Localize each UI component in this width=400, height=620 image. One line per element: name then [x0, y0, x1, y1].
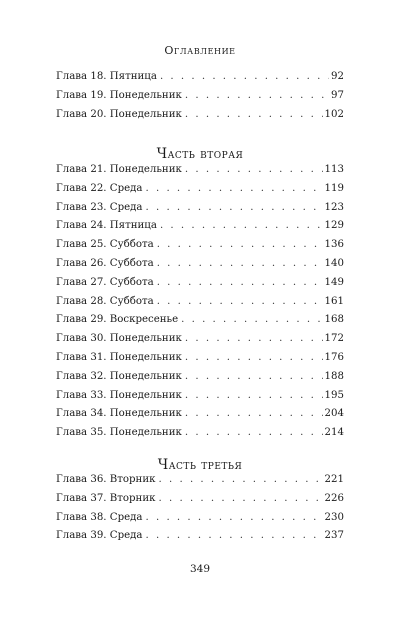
- toc-entry[interactable]: [56, 424, 344, 443]
- page-number: 349: [189, 563, 211, 575]
- dot-leader: [185, 405, 323, 424]
- dot-leader: [159, 490, 323, 509]
- entry-page: 129: [324, 220, 344, 232]
- entry-page: 168: [324, 314, 344, 326]
- entry-page: 214: [324, 427, 344, 439]
- entry-title: Глава 34. Понедельник: [56, 408, 182, 420]
- dot-leader: [185, 330, 323, 349]
- toc-entry[interactable]: [56, 293, 344, 312]
- dot-leader: [160, 217, 323, 236]
- dot-leader: [157, 293, 323, 312]
- entry-title: Глава 38. Среда: [56, 511, 143, 523]
- part-heading: Часть вторая: [156, 146, 244, 162]
- entry-page: 119: [324, 182, 344, 194]
- toc-entry[interactable]: [56, 471, 344, 490]
- entry-page: 226: [324, 492, 344, 504]
- dot-leader: [185, 424, 323, 443]
- running-head: Оглавление: [164, 44, 236, 57]
- entry-title: Глава 31. Понедельник: [56, 351, 182, 363]
- dot-leader: [145, 180, 322, 199]
- dot-leader: [160, 68, 329, 87]
- dot-leader: [185, 368, 323, 387]
- toc-section-1: [56, 161, 344, 443]
- entry-page: 188: [324, 370, 344, 382]
- dot-leader: [181, 311, 322, 330]
- toc-entry[interactable]: [56, 87, 344, 106]
- entry-title: Глава 20. Понедельник: [56, 108, 182, 120]
- dot-leader: [185, 87, 329, 106]
- entry-page: 140: [324, 257, 344, 269]
- toc-entry[interactable]: [56, 405, 344, 424]
- toc-entry[interactable]: [56, 199, 344, 218]
- entry-title: Глава 35. Понедельник: [56, 427, 182, 439]
- dot-leader: [185, 349, 323, 368]
- dot-leader: [159, 471, 323, 490]
- entry-title: Глава 21. Понедельник: [56, 164, 182, 175]
- entry-title: Глава 36. Вторник: [56, 474, 156, 485]
- dot-leader: [185, 387, 323, 406]
- entry-page: 136: [324, 239, 344, 251]
- entry-page: 195: [324, 389, 344, 401]
- dot-leader: [185, 106, 323, 125]
- toc-entry[interactable]: [56, 274, 344, 293]
- entry-page: 149: [324, 276, 344, 288]
- entry-title: Глава 39. Среда: [56, 530, 143, 542]
- toc-entry[interactable]: [56, 180, 344, 199]
- entry-page: 102: [324, 108, 344, 120]
- toc-entry[interactable]: [56, 68, 344, 87]
- toc-entry[interactable]: [56, 217, 344, 236]
- toc-section-0: [56, 68, 344, 124]
- toc-entry[interactable]: [56, 509, 344, 528]
- entry-page: 237: [324, 530, 344, 542]
- entry-title: Глава 24. Пятница: [56, 220, 157, 232]
- dot-leader: [157, 255, 323, 274]
- entry-page: 204: [324, 408, 344, 420]
- toc-entry[interactable]: [56, 106, 344, 125]
- entry-page: 97: [331, 89, 344, 101]
- entry-page: 92: [331, 71, 344, 82]
- entry-page: 230: [324, 511, 344, 523]
- toc-entry[interactable]: [56, 349, 344, 368]
- toc-entry[interactable]: [56, 368, 344, 387]
- entry-title: Глава 25. Суббота: [56, 239, 154, 251]
- entry-title: Глава 32. Понедельник: [56, 370, 182, 382]
- part-heading: Часть третья: [157, 457, 243, 473]
- dot-leader: [145, 199, 322, 218]
- entry-title: Глава 30. Понедельник: [56, 333, 182, 345]
- dot-leader: [145, 527, 322, 546]
- entry-title: Глава 18. Пятница: [56, 71, 157, 82]
- toc-section-2: [56, 471, 344, 546]
- entry-title: Глава 29. Воскресенье: [56, 314, 179, 326]
- entry-title: Глава 28. Суббота: [56, 295, 154, 307]
- dot-leader: [185, 161, 323, 180]
- entry-title: Глава 27. Суббота: [56, 276, 154, 288]
- entry-page: 161: [324, 295, 344, 307]
- dot-leader: [157, 274, 323, 293]
- entry-title: Глава 23. Среда: [56, 201, 143, 213]
- toc-entry[interactable]: [56, 255, 344, 274]
- entry-title: Глава 37. Вторник: [56, 492, 156, 504]
- entry-title: Глава 26. Суббота: [56, 257, 154, 269]
- toc-entry[interactable]: [56, 490, 344, 509]
- toc-entry[interactable]: [56, 311, 344, 330]
- entry-title: Глава 19. Понедельник: [56, 89, 182, 101]
- dot-leader: [145, 509, 322, 528]
- entry-page: 176: [324, 351, 344, 363]
- toc-entry[interactable]: [56, 527, 344, 546]
- toc-entry[interactable]: [56, 330, 344, 349]
- entry-page: 172: [324, 333, 344, 345]
- entry-page: 113: [324, 164, 344, 175]
- toc-entry[interactable]: [56, 236, 344, 255]
- entry-page: 221: [324, 474, 344, 485]
- toc-entry[interactable]: [56, 161, 344, 180]
- entry-title: Глава 33. Понедельник: [56, 389, 182, 401]
- dot-leader: [157, 236, 323, 255]
- entry-title: Глава 22. Среда: [56, 182, 143, 194]
- toc-entry[interactable]: [56, 387, 344, 406]
- entry-page: 123: [324, 201, 344, 213]
